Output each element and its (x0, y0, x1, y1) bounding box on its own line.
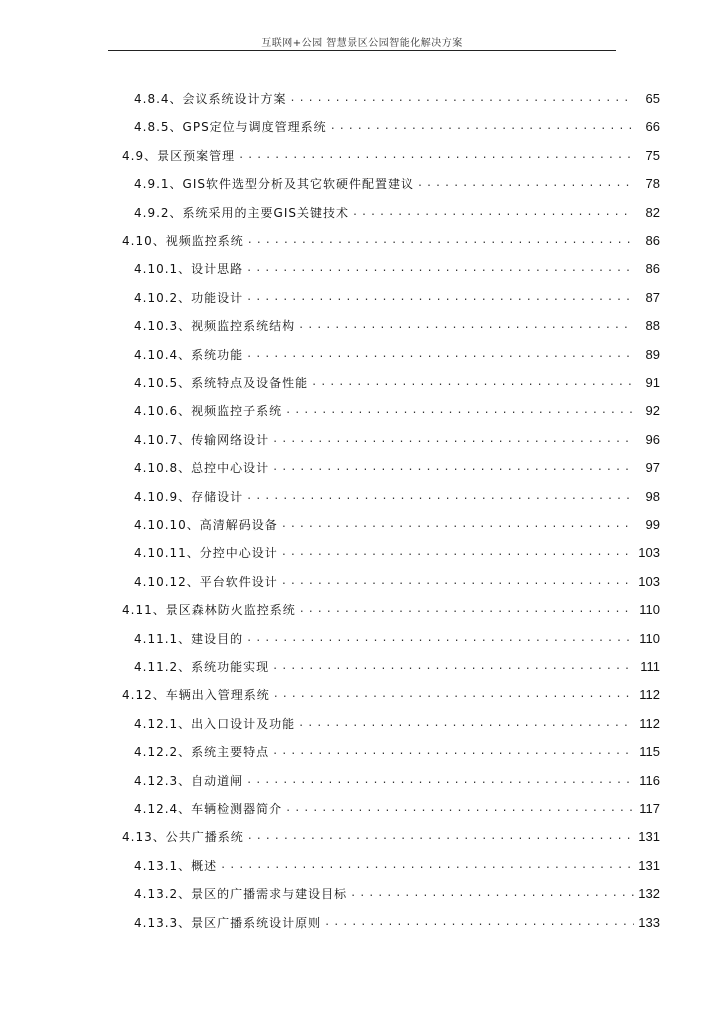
toc-dot-leader (272, 433, 634, 447)
toc-entry-label: 4.12.1、出入口设计及功能 (134, 716, 296, 731)
toc-dot-leader (273, 688, 634, 702)
toc-dot-leader (246, 348, 634, 362)
toc-entry-page-number: 112 (639, 715, 660, 731)
toc-entry-label: 4.12.3、自动道闸 (134, 773, 244, 788)
toc-dot-leader (298, 717, 634, 731)
toc-entry[interactable] (134, 398, 660, 418)
toc-dot-leader (247, 830, 634, 844)
toc-entry[interactable] (134, 484, 660, 504)
toc-entry-label: 4.12.2、系统主要特点 (134, 745, 270, 760)
toc-entry-page-number: 78 (645, 176, 660, 192)
toc-entry[interactable] (134, 853, 660, 873)
toc-entry-page-number: 117 (639, 801, 660, 816)
toc-dot-leader (299, 603, 634, 617)
toc-entry[interactable] (134, 86, 660, 106)
toc-entry-page-number: 97 (645, 460, 660, 476)
toc-entry-label: 4.10.10、高清解码设备 (134, 518, 278, 532)
toc-entry-label: 4.10.2、功能设计 (134, 290, 244, 305)
toc-entry-page-number: 131 (638, 829, 660, 845)
toc-entry-page-number: 112 (639, 687, 660, 703)
toc-entry-label: 4.11.2、系统功能实现 (134, 660, 270, 674)
toc-entry-page-number: 86 (645, 233, 660, 248)
toc-entry[interactable] (134, 200, 660, 220)
toc-entry-label: 4.12.4、车辆检测器简介 (134, 802, 283, 816)
toc-entry[interactable] (134, 342, 660, 362)
toc-dot-leader (281, 546, 634, 560)
toc-entry[interactable] (134, 796, 660, 816)
toc-entry-label: 4.10.11、分控中心设计 (134, 546, 278, 561)
toc-entry-label: 4.10、视频监控系统 (122, 234, 244, 248)
toc-entry[interactable] (134, 171, 660, 191)
toc-dot-leader (238, 149, 634, 163)
toc-dot-leader (350, 887, 634, 901)
toc-entry-page-number: 91 (645, 375, 660, 390)
toc-entry[interactable] (134, 455, 660, 475)
toc-entry[interactable] (134, 114, 660, 134)
toc-entry-label: 4.8.5、GPS定位与调度管理系统 (134, 120, 327, 135)
toc-entry-label: 4.10.1、设计思路 (134, 262, 244, 277)
toc-dot-leader (246, 291, 634, 305)
toc-dot-leader (281, 518, 634, 532)
toc-dot-leader (246, 632, 634, 646)
toc-dot-leader (417, 177, 634, 191)
toc-entry-label: 4.9.2、系统采用的主要GIS关键技术 (134, 205, 349, 220)
toc-entry-page-number: 103 (638, 573, 660, 589)
toc-entry-page-number: 103 (638, 545, 660, 561)
toc-dot-leader (311, 376, 634, 390)
toc-entry[interactable] (134, 256, 660, 276)
toc-dot-leader (298, 319, 634, 333)
toc-dot-leader (285, 404, 634, 418)
toc-entry-page-number: 87 (645, 289, 660, 305)
toc-dot-leader (220, 859, 634, 873)
toc-entry-label: 4.10.12、平台软件设计 (134, 574, 278, 589)
toc-entry[interactable] (134, 768, 660, 788)
toc-entry-page-number: 116 (639, 772, 660, 788)
toc-entry-page-number: 88 (645, 318, 660, 334)
toc-dot-leader (285, 802, 634, 816)
toc-dot-leader (247, 234, 634, 248)
toc-dot-leader (290, 92, 634, 106)
toc-entry[interactable] (134, 370, 660, 390)
toc-entry-page-number: 110 (639, 602, 660, 618)
toc-dot-leader (272, 461, 634, 475)
toc-dot-leader (272, 660, 634, 674)
toc-dot-leader (330, 120, 634, 134)
toc-entry[interactable] (122, 143, 660, 163)
toc-entry-page-number: 82 (645, 204, 660, 220)
toc-entry-label: 4.8.4、会议系统设计方案 (134, 92, 287, 106)
toc-entry-label: 4.9、景区预案管理 (122, 148, 236, 163)
toc-entry[interactable] (134, 881, 660, 901)
toc-entry-label: 4.10.6、视频监控子系统 (134, 404, 283, 419)
toc-dot-leader (281, 575, 634, 589)
header-rule (108, 50, 616, 51)
toc-entry-page-number: 92 (645, 403, 660, 419)
toc-entry-page-number: 66 (645, 119, 660, 135)
toc-entry-label: 4.10.8、总控中心设计 (134, 461, 270, 476)
toc-entry-label: 4.9.1、GIS软件选型分析及其它软硬件配置建议 (134, 177, 414, 192)
toc-entry-page-number: 111 (640, 659, 660, 674)
toc-entry[interactable] (134, 285, 660, 305)
toc-entry-page-number: 89 (645, 346, 660, 362)
toc-entry-label: 4.13.1、概述 (134, 858, 218, 873)
toc-dot-leader (246, 262, 634, 276)
toc-entry[interactable] (134, 654, 660, 674)
toc-entry-page-number: 133 (638, 914, 660, 930)
toc-entry-page-number: 132 (638, 886, 660, 902)
toc-entry[interactable] (134, 427, 660, 447)
toc-entry[interactable] (134, 626, 660, 646)
toc-entry[interactable] (134, 711, 660, 731)
toc-entry[interactable] (134, 569, 660, 589)
toc-entry-label: 4.13.3、景区广播系统设计原则 (134, 915, 322, 930)
toc-entry-page-number: 65 (645, 91, 660, 106)
toc-entry[interactable] (134, 739, 660, 759)
toc-entry[interactable] (122, 597, 660, 617)
toc-entry[interactable] (134, 910, 660, 930)
toc-entry-label: 4.11.1、建设目的 (134, 631, 244, 646)
toc-entry[interactable] (134, 540, 660, 560)
toc-entry-page-number: 98 (645, 488, 660, 504)
toc-dot-leader (246, 774, 634, 788)
toc-entry-label: 4.10.7、传输网络设计 (134, 432, 270, 447)
toc-entry[interactable] (122, 682, 660, 702)
toc-entry-label: 4.10.4、系统功能 (134, 347, 244, 362)
toc-entry-page-number: 86 (645, 261, 660, 277)
toc-entry[interactable] (122, 228, 660, 248)
toc-entry-page-number: 96 (645, 431, 660, 447)
toc-entry-label: 4.13、公共广播系统 (122, 830, 244, 845)
toc-entry-label: 4.10.9、存储设计 (134, 489, 244, 504)
toc-entry[interactable] (122, 824, 660, 844)
toc-entry-label: 4.11、景区森林防火监控系统 (122, 603, 296, 618)
toc-entry-page-number: 115 (639, 744, 660, 760)
page-header-title: 互联网+公园 智慧景区公园智能化解决方案 (261, 38, 463, 49)
toc-dot-leader (352, 206, 634, 220)
toc-entry-label: 4.10.5、系统特点及设备性能 (134, 376, 309, 390)
toc-entry-page-number: 99 (645, 517, 660, 532)
toc-entry-label: 4.12、车辆出入管理系统 (122, 688, 270, 703)
toc-entry[interactable] (134, 313, 660, 333)
toc-entry-label: 4.13.2、景区的广播需求与建设目标 (134, 887, 348, 902)
toc-entry-label: 4.10.3、视频监控系统结构 (134, 319, 296, 334)
toc-entry-page-number: 110 (639, 630, 660, 646)
toc-entry[interactable] (134, 512, 660, 532)
toc-entry-page-number: 75 (645, 147, 660, 163)
toc-dot-leader (246, 490, 634, 504)
toc-dot-leader (324, 916, 634, 930)
toc-entry-page-number: 131 (638, 857, 660, 873)
toc-dot-leader (272, 745, 634, 759)
